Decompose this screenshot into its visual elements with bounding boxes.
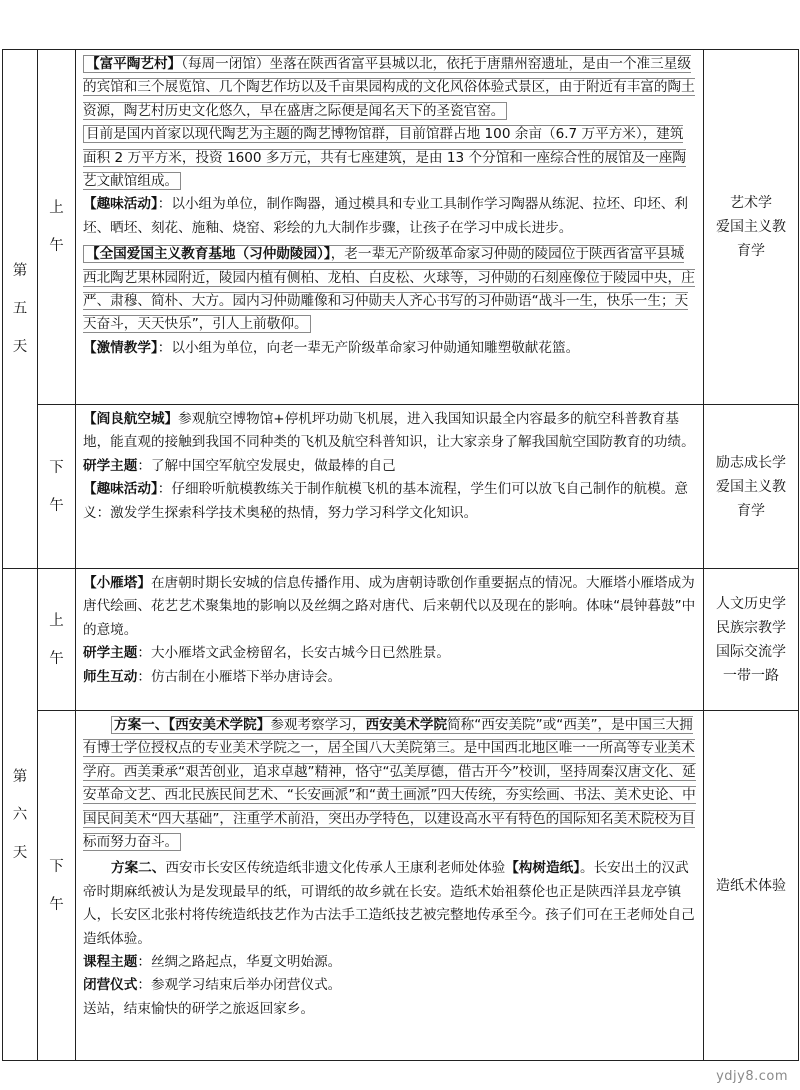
day-char: 五 [12,301,28,317]
theme-line: 民族宗教学 [716,619,786,636]
section-heading: 【阎良航空城】 [83,411,179,427]
activity-content [76,569,704,711]
paragraph [83,572,697,642]
paragraph-text: ：仔细聆听航模教练关于制作航模飞机的基本流程，学生们可以放飞自己制作的航模。意义：激发学生探索科学技术奥秘的热情，努力学习科学文化知识。 [83,481,688,521]
section-heading: 研学主题 [83,645,138,662]
theme-line: 爱国主义教 [716,219,786,235]
paragraph-text: 西安市长安区传统造纸非遗文化传承人王康利老师处体验 [165,860,506,877]
paragraph [83,455,697,478]
theme-cell [704,50,799,405]
section-heading: 【激情教学】 [83,339,158,356]
paragraph-text: 参观考察学习， [270,717,366,733]
theme-line: 育学 [737,502,765,519]
theme-line: 爱国主义教 [716,478,786,495]
paragraph-text: 。长安出土的汉武帝时期麻纸被认为是发现最早的纸，可谓纸的故乡就在长安。造纸术始祖蔡伦也正是陕西洋县龙亭镇人，长安区北张村将传统造纸技艺作为古法手工造纸技艺被完整地传承至今。孩子们可在王老师处自己造纸体验。 [83,860,695,947]
day-char: 第 [12,263,28,279]
paragraph [83,478,697,525]
theme-line: 育学 [737,243,765,259]
theme-cell [704,711,799,1061]
highlight-box [83,716,696,851]
section-heading: 【全国爱国主义教育基地（习仲勋陵园）】 [86,246,331,263]
watermark: ydjy8.com [716,1069,788,1084]
section-heading: 【富平陶艺村】 [86,56,182,72]
day-char: 六 [12,806,28,823]
section-heading: 研学主题 [83,457,138,474]
period-cell [38,569,76,711]
paragraph [83,243,697,337]
paragraph [83,714,697,854]
theme-line: 国际交流学 [716,643,786,660]
paragraph-text: ：以小组为单位，制作陶器，通过模具和专业工具制作学习陶器从练泥、拉坯、印坯、利坯、晒坯、刻花、施釉、烧窑、彩绘的九大制作步骤，让孩子在学习中成长进步。 [83,196,688,236]
section-heading: 西安美术学院 [365,717,448,733]
paragraph [83,857,697,951]
period-char: 下 [49,858,64,875]
theme-line: 人文历史学 [716,595,786,612]
section-heading: 课程主题 [83,954,138,971]
table-row [3,405,799,569]
day-char: 天 [12,339,28,355]
period-char: 午 [49,896,64,913]
paragraph-text: 简称“西安美院”或“西美”，是中国三大拥有博士学位授权点的专业美术学院之一，居全国八大美院第三。是中国西北地区唯一一所高等专业美术学府。西美秉承“艰苦创业，追求卓越”精神，恪守“弘美厚德，借古开今”校训，坚持周秦汉唐文化、延安革命文艺、西北民族民间艺术、“长安画派”和“黄土画派”四大传统，夯实绘画、书法、美术史论、中国民间美术“四大基础”，注重学术前沿，突出办学特色，以建设高水平有特色的国际知名美术院校为目标而努力奋斗。 [83,717,696,851]
period-cell [38,405,76,569]
paragraph [83,642,697,665]
table-row [3,711,799,1061]
paragraph [83,974,697,997]
paragraph-text: 目前是国内首家以现代陶艺为主题的陶艺博物馆群，目前馆群占地 100 余亩（6.7 万平方米），建筑面积 2 万平方米，投资 1600 多万元，共有七座建筑，是由 13 个分馆和一座综合性的展馆及一座陶艺文献馆组成。 [83,126,687,190]
paragraph [83,53,697,123]
day-char: 第 [12,768,28,785]
theme-line: 一带一路 [723,667,779,684]
section-heading: 方案一、【西安美术学院】 [114,717,271,733]
highlight-box [83,245,695,333]
paragraph-text: ：仿古制在小雁塔下举办唐诗会。 [137,668,342,685]
period-char: 下 [49,459,64,476]
table-row [3,50,799,405]
paragraph-text: ：大小雁塔文武金榜留名，长安古城今日已然胜景。 [137,645,451,662]
section-heading: 方案二、 [111,860,166,877]
paragraph-text: ：以小组为单位，向老一辈无产阶级革命家习仲勋通知雕塑敬献花篮。 [157,339,580,356]
section-heading: 【小雁塔】 [83,575,151,591]
paragraph-text: ，老一辈无产阶级革命家习仲勋的陵园位于陕西省富平县城西北陶艺果林园附近，陵园内植有侧柏、龙柏、白皮松、火球等，习仲勋的石刻座像位于陵园中央，庄严、肃穆、简朴、大方。园内习仲勋雕像和习仲勋夫人齐心书写的习仲勋语“战斗一生，快乐一生；天天奋斗，天天快乐”，引人上前敬仰。 [83,246,695,333]
period-char: 上 [49,200,64,216]
period-char: 午 [49,238,64,254]
paragraph [83,408,697,455]
period-cell [38,50,76,405]
paragraph [83,123,697,193]
section-heading: 【趣味活动】 [83,481,158,498]
paragraph [83,666,697,689]
paragraph [83,998,697,1021]
theme-cell [704,569,799,711]
section-heading: 闭营仪式 [83,977,138,994]
paragraph-text: ：了解中国空军航空发展史，做最棒的自己 [137,457,396,474]
section-heading: 【趣味活动】 [83,196,158,213]
activity-content [76,50,704,405]
activity-content [76,711,704,1061]
section-heading: 师生互动 [83,668,138,685]
theme-line: 造纸术体验 [716,877,786,894]
paragraph-text: 参观航空博物馆+停机坪功勋飞机展，进入我国知识最全内容最多的航空科普教育基地，能直观的接触到我国不同种类的飞机及航空科普知识，让大家亲身了解我国航空国防教育的功绩。 [83,411,695,451]
paragraph-text: 在唐朝时期长安城的信息传播作用、成为唐朝诗歌创作重要据点的情况。大雁塔小雁塔成为唐代绘画、花艺艺术聚集地的影响以及丝绸之路对唐代、后来朝代以及现在的影响。体味“晨钟暮鼓”中的意境。 [83,575,696,638]
day-char: 天 [12,844,28,861]
day-cell [3,569,38,1061]
paragraph-text: 送站，结束愉快的研学之旅返回家乡。 [83,1000,315,1017]
highlight-box [83,55,695,120]
period-cell [38,711,76,1061]
table-row [3,569,799,711]
period-char: 上 [49,612,64,629]
theme-cell [704,405,799,569]
paragraph-text: ：参观学习结束后举办闭营仪式。 [137,977,342,994]
section-heading: 【构树造纸】 [505,860,580,877]
theme-line: 励志成长学 [716,454,786,471]
paragraph [83,337,697,360]
paragraph-text: ：丝绸之路起点，华夏文明始源。 [137,954,342,971]
period-char: 午 [49,650,64,667]
theme-line: 艺术学 [730,195,772,211]
paragraph [83,951,697,974]
day-cell [3,50,38,569]
itinerary-table [2,49,799,1061]
period-char: 午 [49,497,64,514]
activity-content [76,405,704,569]
paragraph [83,193,697,240]
highlight-box [83,125,686,190]
paragraph-text: （每周一闭馆）坐落在陕西省富平县城以北，依托于唐鼎州窑遗址，是由一个准三星级的宾馆和三个展览馆、几个陶艺作坊以及千亩果园构成的文化风俗体验式景区，由于附近有丰富的陶土资源，陶艺村历史文化悠久，早在盛唐之际便是闻名天下的圣瓷官窑。 [83,56,695,119]
